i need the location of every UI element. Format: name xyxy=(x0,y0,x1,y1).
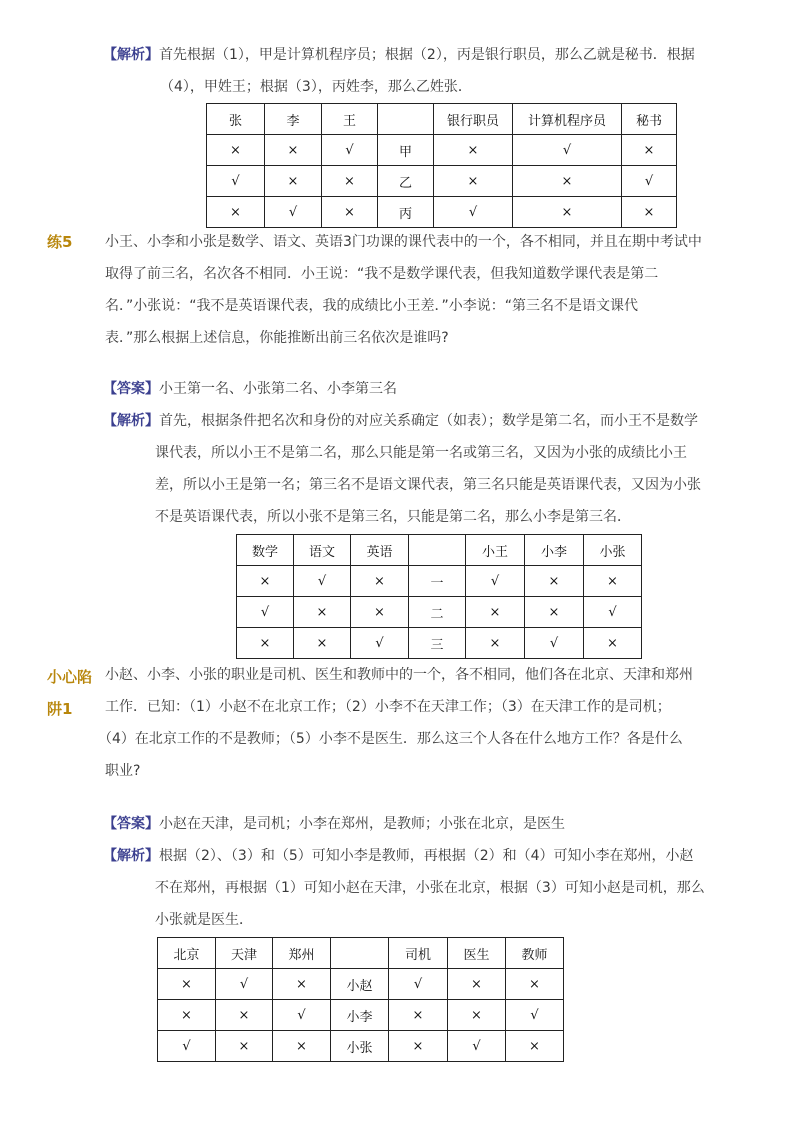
table-header-cell: 教师 xyxy=(506,938,564,969)
table-cell: × xyxy=(294,628,351,659)
answer-text: 小王第一名、小张第二名、小李第三名 xyxy=(159,381,397,397)
table-cell: × xyxy=(525,566,584,597)
table-header-cell: 英语 xyxy=(351,535,409,566)
table-cell: √ xyxy=(237,597,294,628)
table-cell: × xyxy=(389,1000,448,1031)
analysis-line: 差，所以小王是第一名；第三名不是语文课代表，第三名只能是英语课代表，又因为小张 xyxy=(155,477,701,493)
table-cell: × xyxy=(265,135,322,166)
table-cell: × xyxy=(466,597,525,628)
table-cell: × xyxy=(322,197,378,228)
table-cell: √ xyxy=(622,166,677,197)
table-header-cell: 李 xyxy=(265,104,322,135)
table-cell: √ xyxy=(448,1031,506,1062)
analysis-line: 不在郑州，再根据（1）可知小赵在天津，小张在北京，根据（3）可知小赵是司机，那么 xyxy=(155,880,705,896)
table-cell: × xyxy=(513,166,622,197)
table-cell: √ xyxy=(525,628,584,659)
analysis-text: 首先，根据条件把名次和身份的对应关系确定（如表）；数学是第二名，而小王不是数学 xyxy=(159,413,698,429)
table-cell: × xyxy=(389,1031,448,1062)
table-header-row xyxy=(158,938,564,969)
table-cell: × xyxy=(448,969,506,1000)
table-header-cell: 王 xyxy=(322,104,378,135)
table-cell: × xyxy=(158,969,216,1000)
exercise-label: 练5 xyxy=(47,233,73,251)
table-header-cell: 北京 xyxy=(158,938,216,969)
analysis-text: 首先根据（1），甲是计算机程序员；根据（2），丙是银行职员，那么乙就是秘书．根据 xyxy=(159,47,695,63)
answer-tag: 【答案】 xyxy=(103,816,159,832)
table-cell: × xyxy=(351,597,409,628)
table-cell: 丙 xyxy=(378,197,434,228)
table-cell: × xyxy=(158,1000,216,1031)
table-header-cell: 语文 xyxy=(294,535,351,566)
table-header-cell: 数学 xyxy=(237,535,294,566)
table-row xyxy=(158,1031,564,1062)
table-cell: × xyxy=(466,628,525,659)
analysis-line-2: （4），甲姓王；根据（3），丙姓李，那么乙姓张． xyxy=(160,79,472,95)
table-cell: × xyxy=(237,628,294,659)
answer-line xyxy=(103,808,565,840)
table-row xyxy=(207,135,677,166)
table-cell: × xyxy=(506,1031,564,1062)
table-cell: × xyxy=(265,166,322,197)
table-header-row xyxy=(237,535,642,566)
table-cell: 甲 xyxy=(378,135,434,166)
table-cell: 小赵 xyxy=(331,969,389,1000)
table-1 xyxy=(206,103,677,228)
table-cell: × xyxy=(448,1000,506,1031)
question-line-4: 职业? xyxy=(105,763,141,779)
analysis-tag: 【解析】 xyxy=(103,47,159,63)
analysis-line xyxy=(103,405,698,437)
table-header-cell xyxy=(378,104,434,135)
question-line-2: 取得了前三名，名次各不相同．小王说：“我不是数学课代表，但我知道数学课代表是第二 xyxy=(105,266,659,282)
table-header-cell: 医生 xyxy=(448,938,506,969)
table-row xyxy=(237,628,642,659)
table-row xyxy=(158,1000,564,1031)
table-cell: √ xyxy=(158,1031,216,1062)
table-cell: × xyxy=(513,197,622,228)
table-row xyxy=(237,566,642,597)
analysis-line-1 xyxy=(103,39,695,71)
table-cell: 小张 xyxy=(331,1031,389,1062)
analysis-line: 不是英语课代表，所以小张不是第三名，只能是第二名，那么小李是第三名． xyxy=(155,509,631,525)
table-cell: × xyxy=(216,1000,273,1031)
analysis-line: 小张就是医生． xyxy=(155,912,253,928)
table-cell: × xyxy=(351,566,409,597)
analysis-tag: 【解析】 xyxy=(103,848,159,864)
table-cell: × xyxy=(273,1031,331,1062)
table-header-cell xyxy=(331,938,389,969)
question-line-1: 小赵、小李、小张的职业是司机、医生和教师中的一个，各不相同，他们各在北京、天津和郑州 xyxy=(105,667,693,683)
table-cell: √ xyxy=(466,566,525,597)
table-row xyxy=(237,597,642,628)
table-cell: √ xyxy=(265,197,322,228)
table-cell: 一 xyxy=(409,566,466,597)
table-cell: 小李 xyxy=(331,1000,389,1031)
table-cell: √ xyxy=(513,135,622,166)
question-line-3: 名．”小张说：“我不是英语课代表，我的成绩比小王差．”小李说：“第三名不是语文课代 xyxy=(105,298,639,314)
analysis-line xyxy=(103,840,694,872)
table-2 xyxy=(236,534,642,659)
answer-text: 小赵在天津，是司机；小李在郑州，是教师；小张在北京，是医生 xyxy=(159,816,565,832)
analysis-text: 根据（2）、（3）和（5）可知小李是教师，再根据（2）和（4）可知小李在郑州，小赵 xyxy=(159,848,694,864)
question-line-1: 小王、小李和小张是数学、语文、英语3门功课的课代表中的一个，各不相同，并且在期中考试中 xyxy=(105,234,702,250)
table-cell: √ xyxy=(273,1000,331,1031)
table-cell: × xyxy=(584,628,642,659)
answer-line xyxy=(103,373,397,405)
table-header-cell: 郑州 xyxy=(273,938,331,969)
trap-label-2: 阱1 xyxy=(47,700,73,718)
question-line-2: 工作．已知：（1）小赵不在北京工作；（2）小李不在天津工作；（3）在天津工作的是司机； xyxy=(105,699,671,715)
table-header-cell: 秘书 xyxy=(622,104,677,135)
table-header-cell: 张 xyxy=(207,104,265,135)
table-header-row xyxy=(207,104,677,135)
table-cell: √ xyxy=(351,628,409,659)
table-header-cell: 银行职员 xyxy=(434,104,513,135)
table-row xyxy=(207,166,677,197)
table-cell: × xyxy=(584,566,642,597)
table-cell: × xyxy=(273,969,331,1000)
table-header-cell xyxy=(409,535,466,566)
table-header-cell: 天津 xyxy=(216,938,273,969)
table-cell: √ xyxy=(584,597,642,628)
table-cell: 二 xyxy=(409,597,466,628)
question-line-4: 表．”那么根据上述信息，你能推断出前三名依次是谁吗? xyxy=(105,330,449,346)
table-header-cell: 司机 xyxy=(389,938,448,969)
table-header-cell: 计算机程序员 xyxy=(513,104,622,135)
table-cell: × xyxy=(506,969,564,1000)
table-cell: √ xyxy=(506,1000,564,1031)
table-row xyxy=(207,197,677,228)
question-line-3: （4）在北京工作的不是教师；（5）小李不是医生．那么这三个人各在什么地方工作？各是什么 xyxy=(98,731,683,747)
table-cell: × xyxy=(207,135,265,166)
table-cell: √ xyxy=(322,135,378,166)
table-cell: × xyxy=(237,566,294,597)
table-cell: √ xyxy=(434,197,513,228)
table-cell: × xyxy=(622,197,677,228)
table-3 xyxy=(157,937,564,1062)
table-cell: × xyxy=(434,166,513,197)
table-row xyxy=(158,969,564,1000)
table-cell: √ xyxy=(207,166,265,197)
table-cell: × xyxy=(207,197,265,228)
table-header-cell: 小李 xyxy=(525,535,584,566)
table-cell: × xyxy=(322,166,378,197)
table-cell: √ xyxy=(216,969,273,1000)
answer-tag: 【答案】 xyxy=(103,381,159,397)
table-cell: × xyxy=(434,135,513,166)
trap-label-1: 小心陷 xyxy=(47,668,93,686)
table-header-cell: 小王 xyxy=(466,535,525,566)
analysis-line: 课代表，所以小王不是第二名，那么只能是第一名或第三名，又因为小张的成绩比小王 xyxy=(155,445,687,461)
table-cell: √ xyxy=(294,566,351,597)
analysis-tag: 【解析】 xyxy=(103,413,159,429)
table-cell: 乙 xyxy=(378,166,434,197)
table-cell: × xyxy=(216,1031,273,1062)
table-cell: × xyxy=(294,597,351,628)
table-cell: × xyxy=(525,597,584,628)
table-cell: × xyxy=(622,135,677,166)
table-cell: 三 xyxy=(409,628,466,659)
table-header-cell: 小张 xyxy=(584,535,642,566)
table-cell: √ xyxy=(389,969,448,1000)
